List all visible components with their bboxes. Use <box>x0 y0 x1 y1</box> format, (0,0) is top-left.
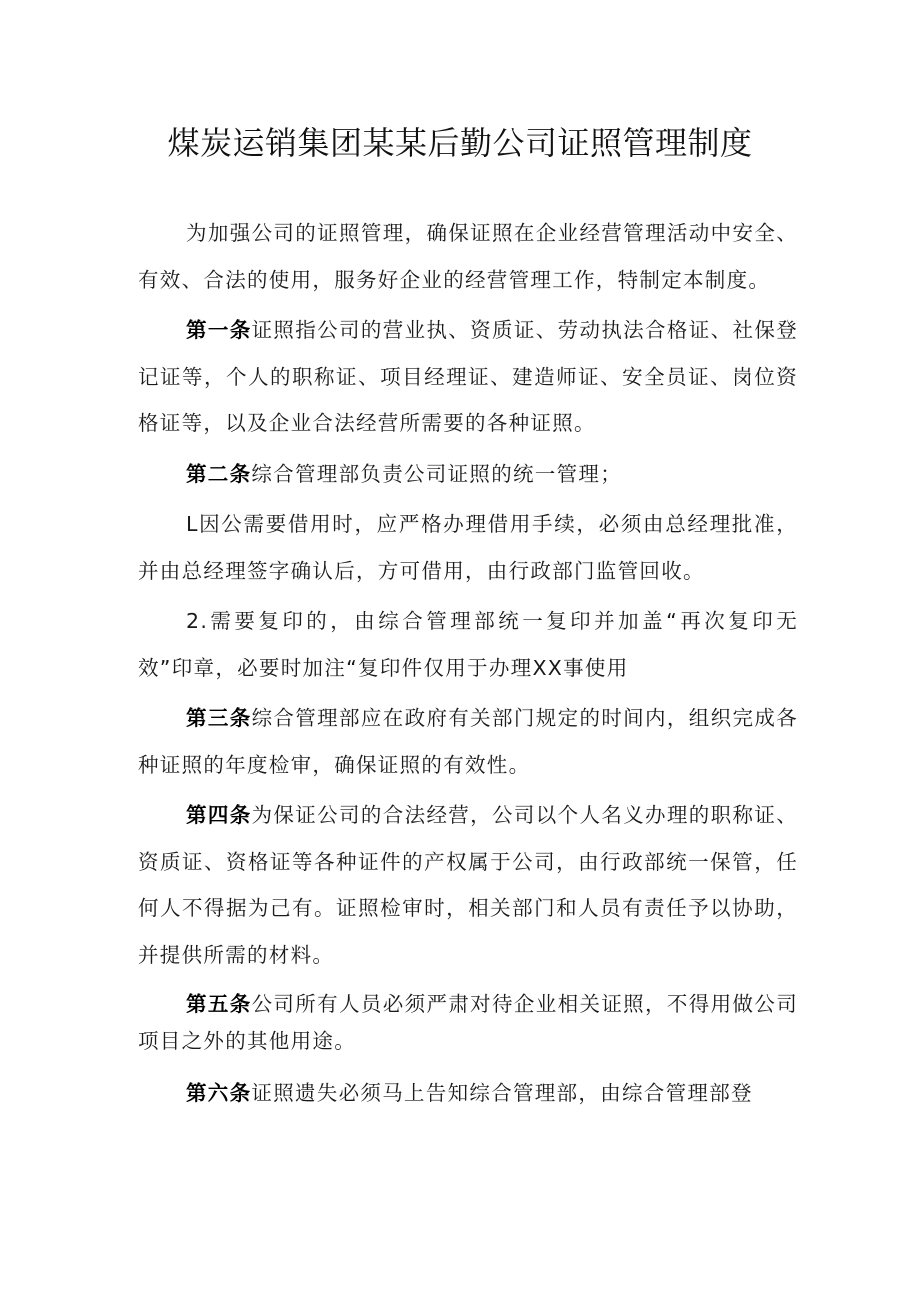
article-4 <box>138 792 798 978</box>
article-6 <box>138 1070 798 1117</box>
article-1-label: 第一条 <box>186 318 252 342</box>
article-2-label: 第二条 <box>186 461 252 486</box>
item-1: L因公需要借用时，应严格办理借用手续，必须由总经理批准，并由总经理签字确认后，方可借用，由行政部门监管回收。 <box>138 512 798 583</box>
article-4-text: 为保证公司的合法经营，公司以个人名义办理的职称证、资质证、资格证等各种证件的产权属于公司，由行政部统一保管，任何人不得据为己有。证照检审时，相关部门和人员有责任予以协助，并提供所需的材料。 <box>138 803 798 967</box>
article-4-label: 第四条 <box>186 803 252 827</box>
intro-paragraph: 为加强公司的证照管理，确保证照在企业经营管理活动中安全、有效、合法的使用，服务好企业的经营管理工作，特制定本制度。 <box>138 221 798 292</box>
article-3-label: 第三条 <box>186 706 252 730</box>
document-body <box>138 210 798 1121</box>
document-title: 煤炭运销集团某某后勤公司证照管理制度 <box>167 124 753 162</box>
article-6-label: 第六条 <box>186 1081 252 1105</box>
article-1-text: 证照指公司的营业执、资质证、劳动执法合格证、社保登记证等，个人的职称证、项目经理证、建造师证、安全员证、岗位资格证等，以及企业合法经营所需要的各种证照。 <box>138 318 798 435</box>
article-2-text: 综合管理部负责公司证照的统一管理； <box>251 461 623 486</box>
article-6-text: 证照遗失必须马上告知综合管理部，由综合管理部登 <box>251 1081 753 1105</box>
article-5-label: 第五条 <box>186 992 252 1016</box>
article-3-text: 综合管理部应在政府有关部门规定的时间内，组织完成各种证照的年度检审，确保证照的有效性。 <box>138 706 798 777</box>
article-5-text: 公司所有人员必须严肃对待企业相关证照，不得用做公司项目之外的其他用途。 <box>138 992 798 1053</box>
article-2 <box>138 451 798 498</box>
item-2: 2.需要复印的，由综合管理部统一复印并加盖“再次复印无效”印章，必要时加注“复印件仅用于办理XX事使用 <box>138 609 798 680</box>
article-3 <box>138 695 798 788</box>
article-5 <box>138 986 798 1060</box>
article-1 <box>138 307 798 447</box>
